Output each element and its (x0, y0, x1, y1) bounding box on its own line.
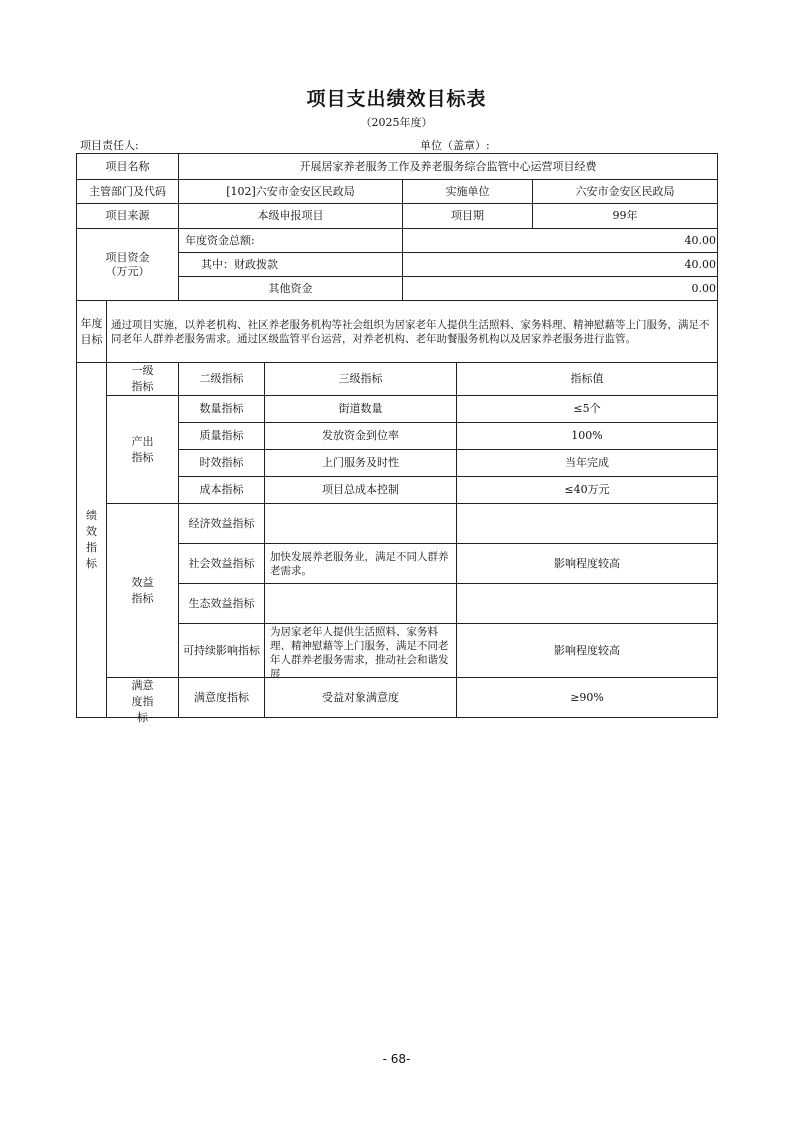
indicator-value: ≤40万元 (457, 477, 718, 504)
performance-indicators-label: 绩效指标 (77, 363, 107, 718)
indicator-value: 影响程度较高 (457, 544, 718, 584)
page-title: 项目支出绩效目标表 (306, 88, 487, 110)
indicator-value: 当年完成 (457, 450, 718, 477)
performance-table (76, 153, 718, 724)
department-row (77, 180, 718, 204)
funds-fiscal-label: 其中：财政拨款 (179, 253, 403, 277)
indicator-level2: 满意度指标 (179, 678, 265, 718)
benefit-indicators-label: 效益指标 (107, 504, 179, 678)
period-value: 99年 (533, 204, 718, 229)
indicator-level3: 项目总成本控制 (265, 477, 457, 504)
project-name-value: 开展居家养老服务工作及养老服务综合监管中心运营项目经费 (179, 154, 718, 180)
indicator-row (77, 396, 718, 423)
indicator-level2: 数量指标 (179, 396, 265, 423)
indicator-level3: 上门服务及时性 (265, 450, 457, 477)
indicator-level3: 街道数量 (265, 396, 457, 423)
indicator-level3: 受益对象满意度 (265, 678, 457, 718)
indicator-level3: 为居家老年人提供生活照料、家务料理、精神慰藉等上门服务，满足不同老年人群养老服务需求，推动社会和谐发展 (265, 624, 457, 678)
indicator-value: ≤5个 (457, 396, 718, 423)
indicator-level2: 质量指标 (179, 423, 265, 450)
indicator-value: 影响程度较高 (457, 624, 718, 678)
source-label: 项目来源 (77, 204, 179, 229)
indicator-level3: 加快发展养老服务业，满足不同人群养老需求。 (265, 544, 457, 584)
indicator-value (457, 584, 718, 624)
output-indicators-label: 产出指标 (107, 396, 179, 504)
funds-label-line2: （万元） (105, 264, 150, 278)
page-number: - 68- (382, 1052, 411, 1066)
goal-row (77, 301, 718, 363)
goal-text: 通过项目实施，以养老机构、社区养老服务机构等社会组织为居家老年人提供生活照料、家务料理、精神慰藉等上门服务，满足不同老年人群养老服务需求。通过区级监管平台运营，对养老机构、老年助餐服务机构以及居家养老服务进行监管。 (107, 301, 718, 363)
level1-header: 一级指标 (107, 363, 179, 396)
indicator-level3: 发放资金到位率 (265, 423, 457, 450)
indicator-level2: 成本指标 (179, 477, 265, 504)
year-label: （2025年度） (360, 116, 433, 129)
source-value: 本级申报项目 (179, 204, 403, 229)
executing-unit-label: 实施单位 (403, 180, 533, 204)
indicator-row (77, 678, 718, 718)
indicator-level3 (265, 584, 457, 624)
indicator-value (457, 504, 718, 544)
goal-label (77, 301, 107, 363)
indicator-level2: 经济效益指标 (179, 504, 265, 544)
funds-label-line1: 项目资金 (105, 250, 150, 264)
indicator-level2: 社会效益指标 (179, 544, 265, 584)
period-label: 项目期 (403, 204, 533, 229)
indicator-value: 100% (457, 423, 718, 450)
indicator-value: ≥90% (457, 678, 718, 718)
project-name-row (77, 154, 718, 180)
indicator-level2: 生态效益指标 (179, 584, 265, 624)
funds-total-value: 40.00 (403, 229, 718, 253)
indicator-value-header: 指标值 (457, 363, 718, 396)
department-label: 主管部门及代码 (77, 180, 179, 204)
funds-other-label: 其他资金 (179, 277, 403, 301)
department-value: [102]六安市金安区民政局 (179, 180, 403, 204)
level2-header: 二级指标 (179, 363, 265, 396)
level3-header: 三级指标 (265, 363, 457, 396)
source-row (77, 204, 718, 229)
funds-total-row (77, 229, 718, 253)
indicator-level2: 可持续影响指标 (179, 624, 265, 678)
project-name-label: 项目名称 (77, 154, 179, 180)
goal-label-text: 年度目标 (80, 316, 103, 346)
unit-label: 单位（盖章）: (420, 139, 490, 152)
satisfaction-indicators-label: 满意度指标 (107, 678, 179, 718)
funds-total-label: 年度资金总额: (179, 229, 403, 253)
funds-label (77, 229, 179, 301)
executing-unit-value: 六安市金安区民政局 (533, 180, 718, 204)
responsible-label: 项目责任人: (80, 139, 139, 152)
indicator-row (77, 504, 718, 544)
funds-fiscal-value: 40.00 (403, 253, 718, 277)
indicator-level2: 时效指标 (179, 450, 265, 477)
indicator-header-row (77, 363, 718, 396)
indicator-level3 (265, 504, 457, 544)
funds-other-value: 0.00 (403, 277, 718, 301)
